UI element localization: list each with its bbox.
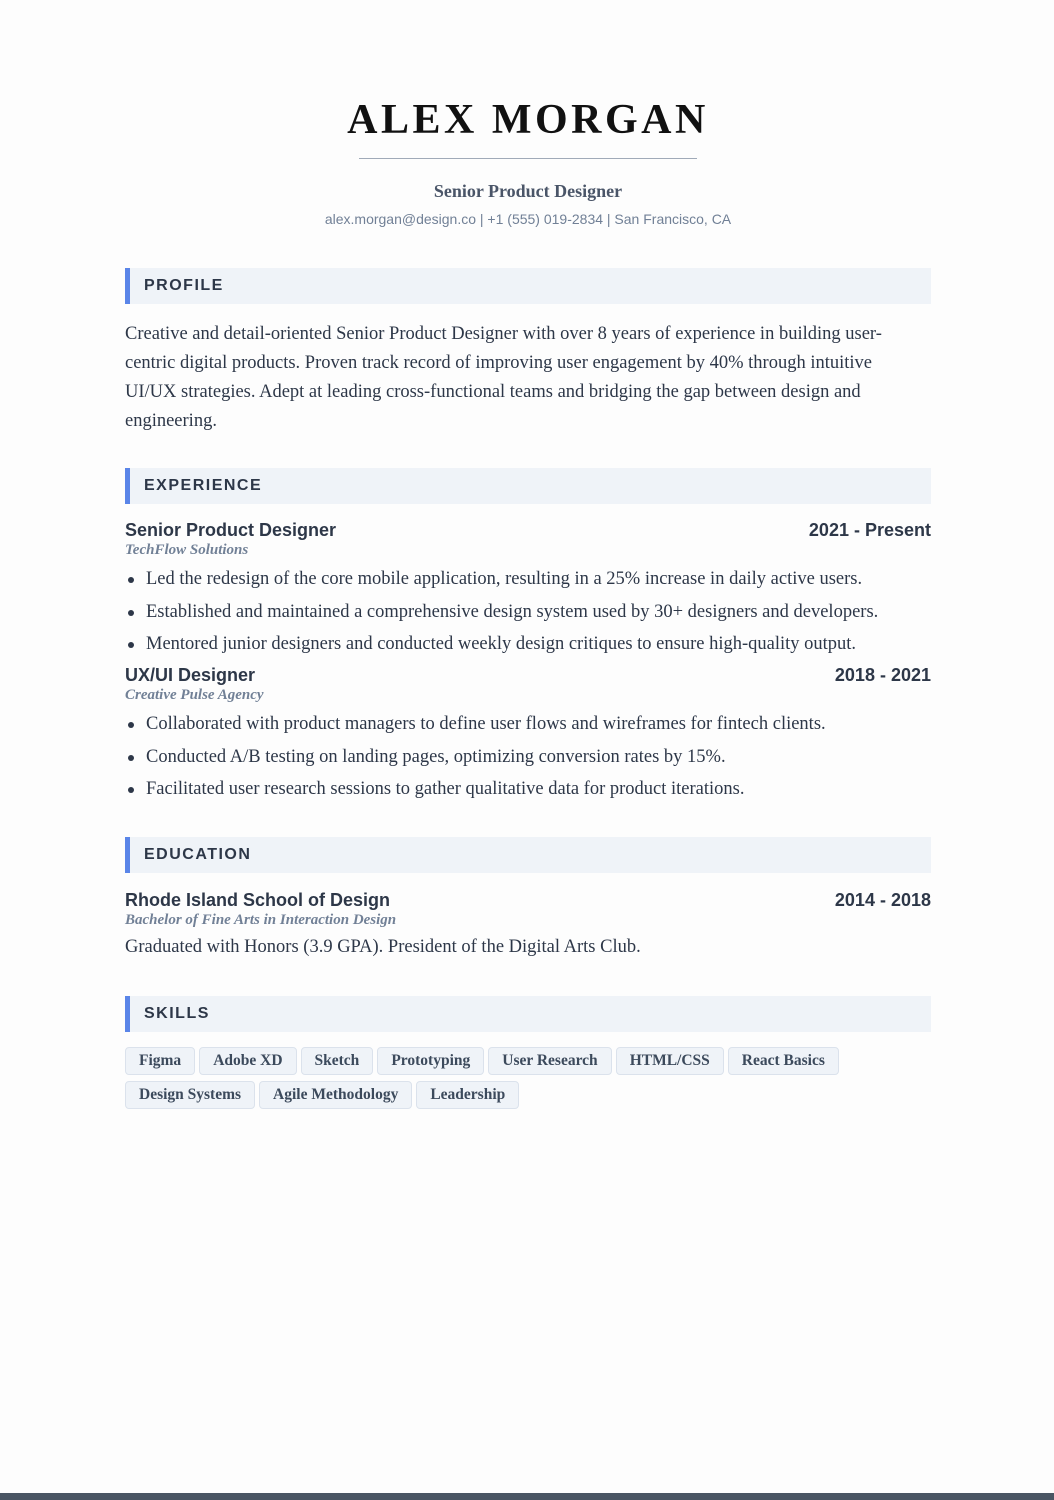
school-name: Rhode Island School of Design [125,890,391,910]
section-title: SKILLS [144,1005,210,1022]
company-name: Creative Pulse Agency [125,687,264,703]
skill-tag: Leadership [416,1081,519,1109]
education-header [125,888,931,912]
section-title: EXPERIENCE [144,477,263,494]
skill-tag: React Basics [728,1047,839,1075]
profile-line: UI/UX strategies. Adept at leading cross-functional teams and bridging the gap between design and [125,382,861,402]
candidate-name: ALEX MORGAN [347,97,709,143]
company-name: TechFlow Solutions [125,542,249,558]
list-item: Led the redesign of the core mobile application, resulting in a 25% increase in daily active users. [125,567,931,591]
name-divider [359,158,697,159]
education-note: Graduated with Honors (3.9 GPA). President of the Digital Arts Club. [125,937,641,957]
job-bullets [125,567,931,665]
skill-tag: Design Systems [125,1081,255,1109]
list-item: Conducted A/B testing on landing pages, optimizing conversion rates by 15%. [125,745,931,769]
section-title: PROFILE [144,277,224,294]
skills-list [125,1047,931,1115]
job-title: UX/UI Designer [125,665,256,685]
section-header-education [125,837,931,873]
skill-tag: Sketch [301,1047,374,1075]
job-bullets [125,712,931,810]
skill-tag: Figma [125,1047,195,1075]
section-header-skills [125,996,931,1032]
job-dates: 2018 - 2021 [834,665,931,685]
job-title: Senior Product Designer [125,520,337,540]
profile-line: Creative and detail-oriented Senior Product Designer with over 8 years of experience in building user- [125,324,882,344]
candidate-headline: Senior Product Designer [433,181,623,201]
contact-line: alex.morgan@design.co | +1 (555) 019-2834 | San Francisco, CA [324,211,732,227]
profile-line: centric digital products. Proven track record of improving user engagement by 40% through intuitive [125,353,872,373]
skill-tag: HTML/CSS [616,1047,724,1075]
section-header-profile [125,268,931,304]
job-header [125,663,931,687]
section-header-experience [125,468,931,504]
list-item: Facilitated user research sessions to gather qualitative data for product iterations. [125,777,931,801]
list-item: Collaborated with product managers to define user flows and wireframes for fintech clients. [125,712,931,736]
list-item: Mentored junior designers and conducted weekly design critiques to ensure high-quality output. [125,632,931,656]
footer-bar [0,1493,1054,1500]
skill-tag: Agile Methodology [259,1081,412,1109]
education-dates: 2014 - 2018 [834,890,931,910]
list-item: Established and maintained a comprehensive design system used by 30+ designers and developers. [125,600,931,624]
profile-summary [125,320,905,436]
skill-tag: Prototyping [377,1047,484,1075]
profile-line: engineering. [125,411,217,431]
section-title: EDUCATION [144,846,252,863]
skill-tag: Adobe XD [199,1047,296,1075]
skill-tag: User Research [488,1047,611,1075]
job-dates: 2021 - Present [808,520,931,540]
job-header [125,518,931,542]
degree-name: Bachelor of Fine Arts in Interaction Design [125,912,397,928]
